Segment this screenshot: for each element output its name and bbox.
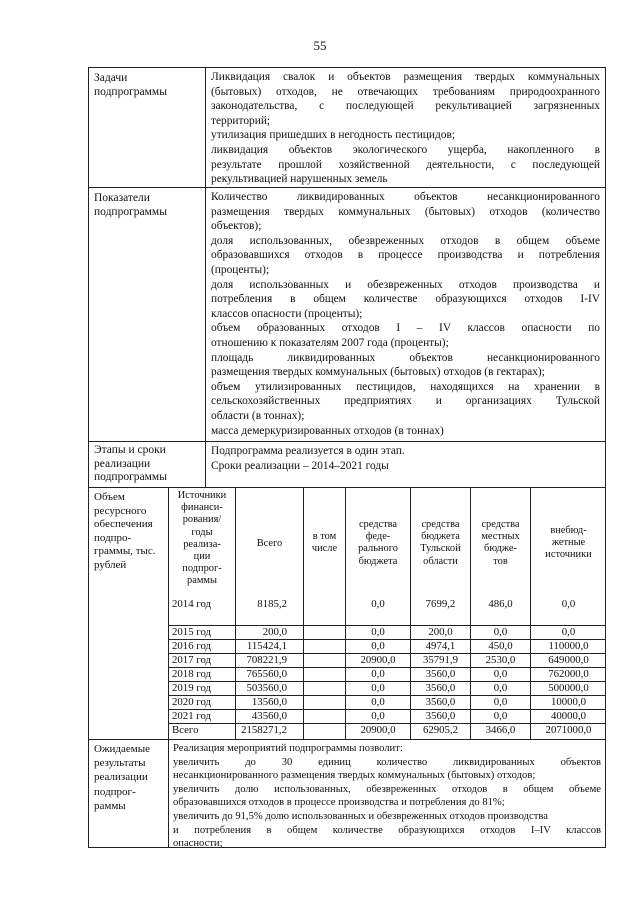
- fin-total: 708221,9: [246, 654, 287, 666]
- fin-total: 765560,0: [246, 668, 287, 680]
- row-separator-financing: [88, 739, 606, 740]
- stages-text: Подпрограмма реализуется в один этап. Сроки реализации – 2014–2021 годы: [211, 445, 405, 472]
- fin-federal: 0,0: [371, 668, 385, 680]
- fin-extra: 10000,0: [550, 696, 587, 708]
- fin-total: 503560,0: [246, 682, 287, 694]
- tasks-text: Ликвидация свалок и объектов размещения твердых коммунальных (бытовых) отходов, не отвечающих требованиям природоохранного законодательства, с последующей рекультивацией загрязненных территорий; утилизация пришедших в негодность пестицидов; ликвидация объектов экологического ущерба, накопленного в результате прошлой хозяйственной деятельности, с последующей рекультивацией нарушенных земель: [211, 71, 600, 186]
- fin-local: 0,0: [493, 668, 508, 680]
- fin-regional: 4974,1: [425, 640, 456, 652]
- fin-regional: 3560,0: [425, 668, 456, 680]
- fin-regional: 35791,9: [422, 654, 459, 666]
- fin-federal: 0,0: [371, 626, 385, 638]
- fin-total: 115424,1: [246, 640, 287, 652]
- fin-total: 200,0: [262, 626, 287, 638]
- fin-federal: 0,0: [371, 598, 385, 610]
- indicators-label: Показатели подпрограммы: [94, 192, 167, 218]
- fin-federal: 0,0: [371, 696, 385, 708]
- fin-extra: 2071000,0: [545, 724, 592, 736]
- fin-year: 2016 год: [172, 640, 212, 652]
- fin-federal: 20900,0: [360, 654, 396, 666]
- results-label: Ожидаемые результаты реализации подпрог- раммы: [94, 743, 151, 812]
- column-divider-top: [205, 67, 206, 487]
- stages-label: Этапы и сроки реализации подпрограммы: [94, 444, 167, 483]
- fin-header-federal: средства феде- рального бюджета: [358, 519, 398, 567]
- fin-local: 0,0: [493, 682, 508, 694]
- fin-year: 2020 год: [172, 696, 212, 708]
- fin-header-regional: средства бюджета Тульской области: [420, 519, 461, 567]
- fin-extra: 0,0: [561, 598, 576, 610]
- fin-local: 0,0: [493, 626, 508, 638]
- fin-total: 8185,2: [257, 598, 287, 610]
- fin-extra: 110000,0: [548, 640, 589, 652]
- fin-extra: 649000,0: [548, 654, 589, 666]
- fin-year: 2015 год: [172, 626, 212, 638]
- fin-regional: 7699,2: [425, 598, 456, 610]
- fin-local: 0,0: [493, 696, 508, 708]
- fin-header-extra: внебюд- жетные источники: [545, 525, 592, 561]
- financing-label: Объем ресурсного обеспечения подпро- граммы, тыс. рублей: [94, 491, 156, 571]
- fin-regional: 3560,0: [425, 710, 456, 722]
- fin-regional: 200,0: [428, 626, 453, 638]
- fin-local: 2530,0: [485, 654, 516, 666]
- fin-extra: 762000,0: [548, 668, 589, 680]
- fin-local: 450,0: [488, 640, 513, 652]
- fin-year: 2021 год: [172, 710, 212, 722]
- fin-local: 0,0: [493, 710, 508, 722]
- fin-year: 2017 год: [172, 654, 212, 666]
- fin-header-local: средства местных бюдже- тов: [481, 519, 520, 567]
- fin-federal: 0,0: [371, 710, 385, 722]
- fin-year: Всего: [172, 724, 199, 736]
- fin-header-total: Всего: [256, 538, 283, 549]
- page-number: 55: [313, 38, 327, 53]
- fin-col-line-2: [303, 487, 304, 739]
- fin-total: 13560,0: [251, 696, 287, 708]
- fin-year: 2018 год: [172, 668, 212, 680]
- fin-extra: 500000,0: [548, 682, 589, 694]
- fin-local: 486,0: [488, 598, 513, 610]
- fin-federal: 20900,0: [360, 724, 396, 736]
- fin-year: 2019 год: [172, 682, 212, 694]
- results-text: Реализация мероприятий подпрограммы позволит: увеличить до 30 единиц количество ликвидированных объектов несанкционированного размещения твердых коммунальных (бытовых) отходов; увеличить долю использованных, обезвреженных отходов в общем объеме образовавшихся отходов в процессе производства и потребления до 81%; увеличить до 91,5% долю использованных и обезвреженных отходов производства и потребления в общем количестве образующихся отходов I–IV классов опасности;: [173, 743, 601, 850]
- fin-federal: 0,0: [371, 682, 385, 694]
- fin-header-source: Источники финанси- рования/ годы реализа- ции подпрог- раммы: [177, 490, 227, 587]
- fin-total: 2158271,2: [241, 724, 287, 736]
- fin-regional: 62905,2: [422, 724, 459, 736]
- fin-year: 2014 год: [172, 598, 212, 610]
- fin-header-including: в том числе: [311, 531, 338, 555]
- tasks-label: Задачи подпрограммы: [94, 72, 167, 98]
- row-separator-tasks: [88, 187, 606, 188]
- fin-regional: 3560,0: [425, 696, 456, 708]
- fin-total: 43560,0: [251, 710, 287, 722]
- row-separator-stages: [88, 487, 606, 488]
- fin-extra: 0,0: [561, 626, 576, 638]
- fin-extra: 40000,0: [550, 710, 587, 722]
- fin-local: 3466,0: [485, 724, 516, 736]
- fin-federal: 0,0: [371, 640, 385, 652]
- fin-regional: 3560,0: [425, 682, 456, 694]
- indicators-text: Количество ликвидированных объектов несанкционированного размещения твердых коммунальных (бытовых) отходов (количество объектов); доля использованных, обезвреженных отходов в общем объеме образовавшихся отходов в процессе производства и потребления (проценты); доля использованных и обезвреженных отходов производства и потребления в общем количестве образующихся отходов I-IV классов опасности (проценты); объем образованных отходов I – IV классов опасности по отношению к показателям 2007 года (проценты); площадь ликвидированных объектов несанкционированного размещения твердых коммунальных (бытовых) отходов (в гектарах); объем утилизированных пестицидов, находящихся на хранении в сельскохозяйственных предприятиях и организациях Тульской области (в тоннах); масса демеркуризированных отходов (в тоннах): [211, 191, 600, 437]
- row-separator-indicators: [88, 441, 606, 442]
